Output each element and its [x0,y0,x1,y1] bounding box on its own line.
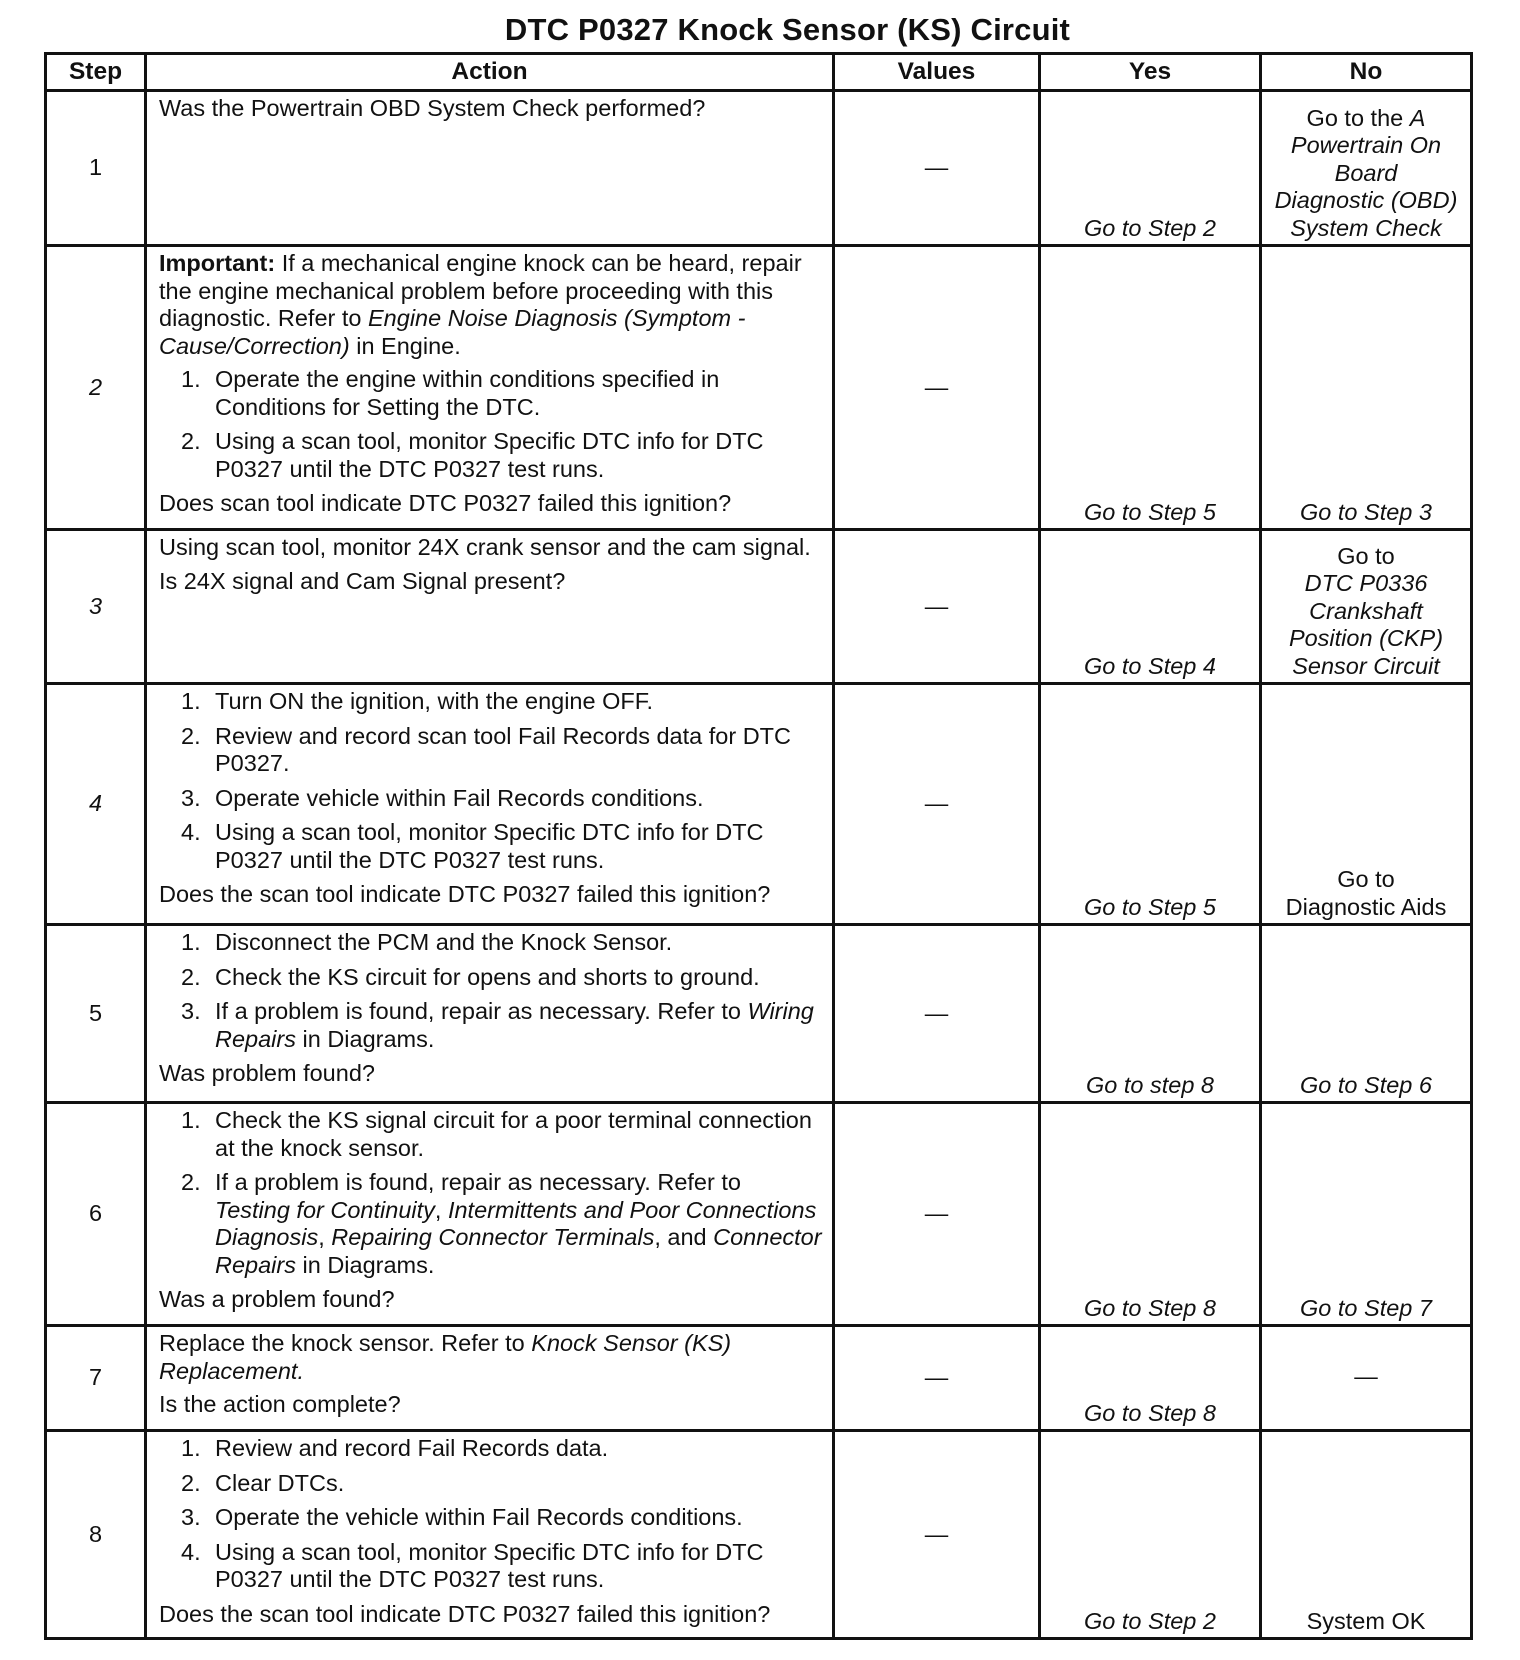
list-item: 4. Using a scan tool, monitor Specific DTC info for DTC P0327 until the DTC P0327 test runs. [181,819,764,873]
yes-cell: Go to Step 5 [1040,684,1261,925]
step-list [159,1435,822,1594]
list-item: 1. Review and record Fail Records data. [181,1435,609,1461]
action-cell [146,530,834,684]
instruction-text: Using scan tool, monitor 24X crank sensor and the cam signal. [159,534,811,560]
list-item: 2. Using a scan tool, monitor Specific DTC info for DTC P0327 until the DTC P0327 test runs. [181,428,764,482]
value-cell: — [834,91,1040,246]
yes-cell: Go to Step 8 [1040,1103,1261,1326]
table-row-step-3 [46,530,1472,684]
step-number: 3 [46,530,146,684]
header-row [46,54,1472,91]
header-step: Step [46,54,146,91]
step-list [159,1107,822,1279]
step-number: 8 [46,1431,146,1639]
yes-cell: Go to Step 2 [1040,1431,1261,1639]
question-text: Was a problem found? [159,1286,395,1312]
table-row-step-4 [46,684,1472,925]
action-cell [146,925,834,1103]
value-cell: — [834,925,1040,1103]
step-number: 5 [46,925,146,1103]
value-cell: — [834,246,1040,530]
question-text: Is 24X signal and Cam Signal present? [159,567,566,594]
header-yes: Yes [1040,54,1261,91]
step-number: 7 [46,1326,146,1431]
no-cell: Go to Diagnostic Aids [1261,684,1472,925]
step-number: 6 [46,1103,146,1326]
table-row-step-6 [46,1103,1472,1326]
no-cell: Go to DTC P0336 Crankshaft Position (CKP) Sensor Circuit [1261,530,1472,684]
list-item: 1. Disconnect the PCM and the Knock Sensor. [181,929,673,955]
table-row-step-1 [46,91,1472,246]
table-row-step-5 [46,925,1472,1103]
question-text: Does the scan tool indicate DTC P0327 failed this ignition? [159,881,771,907]
question-text: Does scan tool indicate DTC P0327 failed this ignition? [159,490,732,516]
step-number: 4 [46,684,146,925]
no-cell: System OK [1261,1431,1472,1639]
action-cell [146,91,834,246]
yes-cell: Go to Step 8 [1040,1326,1261,1431]
diagnostic-table [44,52,1473,1640]
action-cell [146,1326,834,1431]
value-cell: — [834,1431,1040,1639]
step-list [159,366,822,483]
instruction-text: Replace the knock sensor. Refer to Knock Sensor (KS) Replacement. [159,1330,732,1384]
step-list [159,688,822,874]
step-number: 2 [46,246,146,530]
yes-cell: Go to Step 4 [1040,530,1261,684]
list-item: 3. If a problem is found, repair as necessary. Refer to Wiring Repairs in Diagrams. [181,998,814,1052]
list-item: 2. Check the KS circuit for opens and shorts to ground. [181,963,760,990]
no-cell: — [1261,1326,1472,1431]
action-cell [146,684,834,925]
header-values: Values [834,54,1040,91]
yes-cell: Go to step 8 [1040,925,1261,1103]
value-cell: — [834,530,1040,684]
list-item: 1. Operate the engine within conditions specified in Conditions for Setting the DTC. [181,366,720,420]
list-item: 1. Turn ON the ignition, with the engine OFF. [181,688,654,714]
list-item: 2. If a problem is found, repair as necessary. Refer to Testing for Continuity, Intermittents and Poor Connections Diagnosis, Repairing Connector Terminals, and Connector Repairs in Diagrams. [181,1169,822,1278]
list-item: 2. Clear DTCs. [181,1469,345,1496]
value-cell: — [834,1326,1040,1431]
no-cell: Go to Step 3 [1261,246,1472,530]
list-item: 3. Operate the vehicle within Fail Records conditions. [181,1504,743,1530]
question-text: Is the action complete? [159,1391,401,1417]
table-row-step-7 [46,1326,1472,1431]
list-item: 1. Check the KS signal circuit for a poor terminal connection at the knock sensor. [181,1107,812,1161]
yes-cell: Go to Step 5 [1040,246,1261,530]
table-row-step-2 [46,246,1472,530]
important-note: Important: If a mechanical engine knock can be heard, repair the engine mechanical problem before proceeding with this diagnostic. Refer to Engine Noise Diagnosis (Symptom - Cause/Correction) in Engine. [159,250,802,359]
list-item: 3. Operate vehicle within Fail Records conditions. [181,784,704,811]
question-text: Does the scan tool indicate DTC P0327 failed this ignition? [159,1600,771,1627]
no-cell: Go to the A Powertrain On Board Diagnostic (OBD) System Check [1261,91,1472,246]
action-cell [146,246,834,530]
step-number: 1 [46,91,146,246]
value-cell: — [834,684,1040,925]
list-item: 4. Using a scan tool, monitor Specific DTC info for DTC P0327 until the DTC P0327 test runs. [181,1538,764,1592]
table-row-step-8 [46,1431,1472,1639]
step-list [159,929,822,1053]
question-text: Was the Powertrain OBD System Check performed? [159,95,706,121]
header-action: Action [146,54,834,91]
yes-cell: Go to Step 2 [1040,91,1261,246]
question-text: Was problem found? [159,1060,375,1086]
page-title: DTC P0327 Knock Sensor (KS) Circuit [504,12,1071,47]
value-cell: — [834,1103,1040,1326]
header-no: No [1261,54,1472,91]
list-item: 2. Review and record scan tool Fail Records data for DTC P0327. [181,722,791,776]
action-cell [146,1103,834,1326]
action-cell [146,1431,834,1639]
no-cell: Go to Step 7 [1261,1103,1472,1326]
no-cell: Go to Step 6 [1261,925,1472,1103]
